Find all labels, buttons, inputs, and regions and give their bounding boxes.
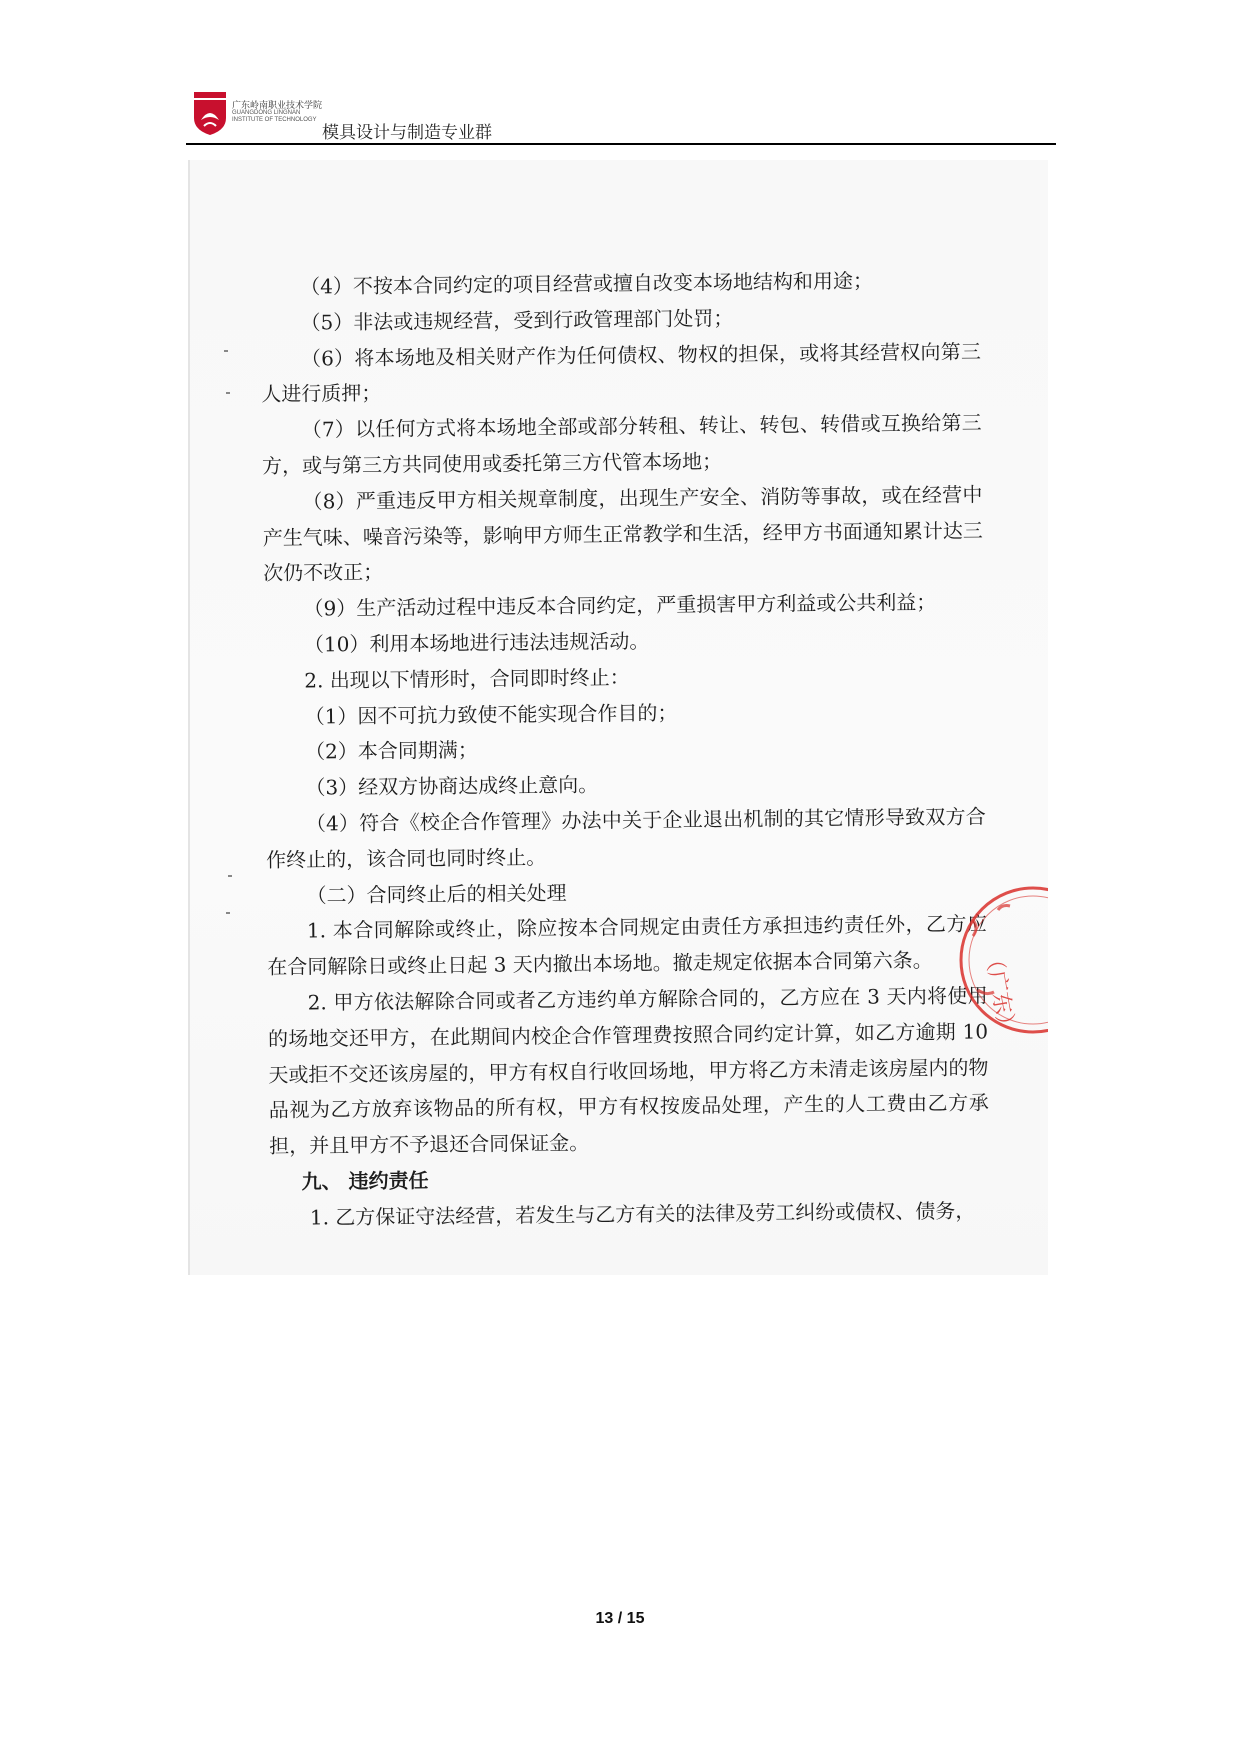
clause-paragraph: （2）本合同期满； [304,738,478,764]
page-number: 13 / 15 [595,1610,645,1627]
seal-text: （广东） [979,946,1020,1038]
clause-paragraph: （8）严重违反甲方相关规章制度，出现生产安全、消防等事故，或在经营中产生气味、噪音污染等，影响甲方师生正常教学和生活，经甲方书面通知累计达三次仍不改正； [262,482,983,586]
official-seal-icon [938,880,1048,1040]
subsection-heading: （二）合同终止后的相关处理 [306,880,567,908]
clause-paragraph: （1）因不可抗力致使不能实现合作目的； [304,700,678,729]
school-name-en [232,110,317,124]
scan-speck [228,875,232,877]
scan-edge [188,160,190,1275]
clause-paragraph: （5）非法或违规经营，受到行政管理部门处罚； [300,305,734,335]
clause-paragraph: （9）生产活动过程中违反本合同约定，严重损害甲方利益或公共利益； [303,590,937,621]
clause-paragraph: 2. 甲方依法解除合同或者乙方违约单方解除合同的，乙方应在 3 天内将使用的场地交还甲方，在此期间内校企合作管理费按照合同约定计算，如乙方逾期 10 天或拒不交还该房屋的，甲方有权自行收回场地，甲方将乙方未清走该房屋内的物品视为乙方放弃该物品的所有权，甲方有权按废品处理，产生的人工费由乙方承担，并且甲方不予退还合同保证金。 [267,983,989,1159]
clause-paragraph: （3）经双方协商达成终止意向。 [305,772,599,800]
clause-paragraph: （7）以任何方式将本场地全部或部分转租、转让、转包、转借或互换给第三方，或与第三方共同使用或委托第三方代管本场地； [261,410,982,478]
clause-paragraph: （4）符合《校企合作管理》办法中关于企业退出机制的其它情形导致双方合作终止的，该合同也同时终止。 [266,804,986,872]
clause-paragraph: 2. 出现以下情形时，合同即时终止： [304,664,630,693]
clause-paragraph: （6）将本场地及相关财产作为任何债权、物权的担保，或将其经营权向第三人进行质押； [261,339,982,407]
page-header [186,88,1056,146]
clause-paragraph: （4）不按本合同约定的项目经营或擅自改变本场地结构和用途； [300,268,874,299]
school-name-en-line2: INSTITUTE OF TECHNOLOGY [232,117,317,123]
school-name-cn: 广东岭南职业技术学院 [232,101,323,111]
header-title: 模具设计与制造专业群 [322,123,492,143]
scan-speck [226,912,230,914]
scanned-page [188,160,1048,1275]
header-divider [186,143,1056,145]
contract-body [260,262,990,1236]
scan-speck [224,350,228,352]
clause-paragraph: 1. 乙方保证守法经营，若发生与乙方有关的法律及劳工纠纷或债权、债务， [309,1198,976,1230]
school-logo-icon [190,90,230,136]
school-name-en-line1: GUANGDONG LINGNAN [232,110,301,116]
section-heading: 九、 违约责任 [301,1168,429,1194]
scan-speck [226,392,230,394]
clause-paragraph: 1. 本合同解除或终止，除应按本合同规定由责任方承担违约责任外，乙方应在合同解除日或终止日起 3 天内撤出本场地。撤走规定依据本合同第六条。 [267,911,988,980]
clause-paragraph: （10）利用本场地进行违法违规活动。 [303,628,650,657]
